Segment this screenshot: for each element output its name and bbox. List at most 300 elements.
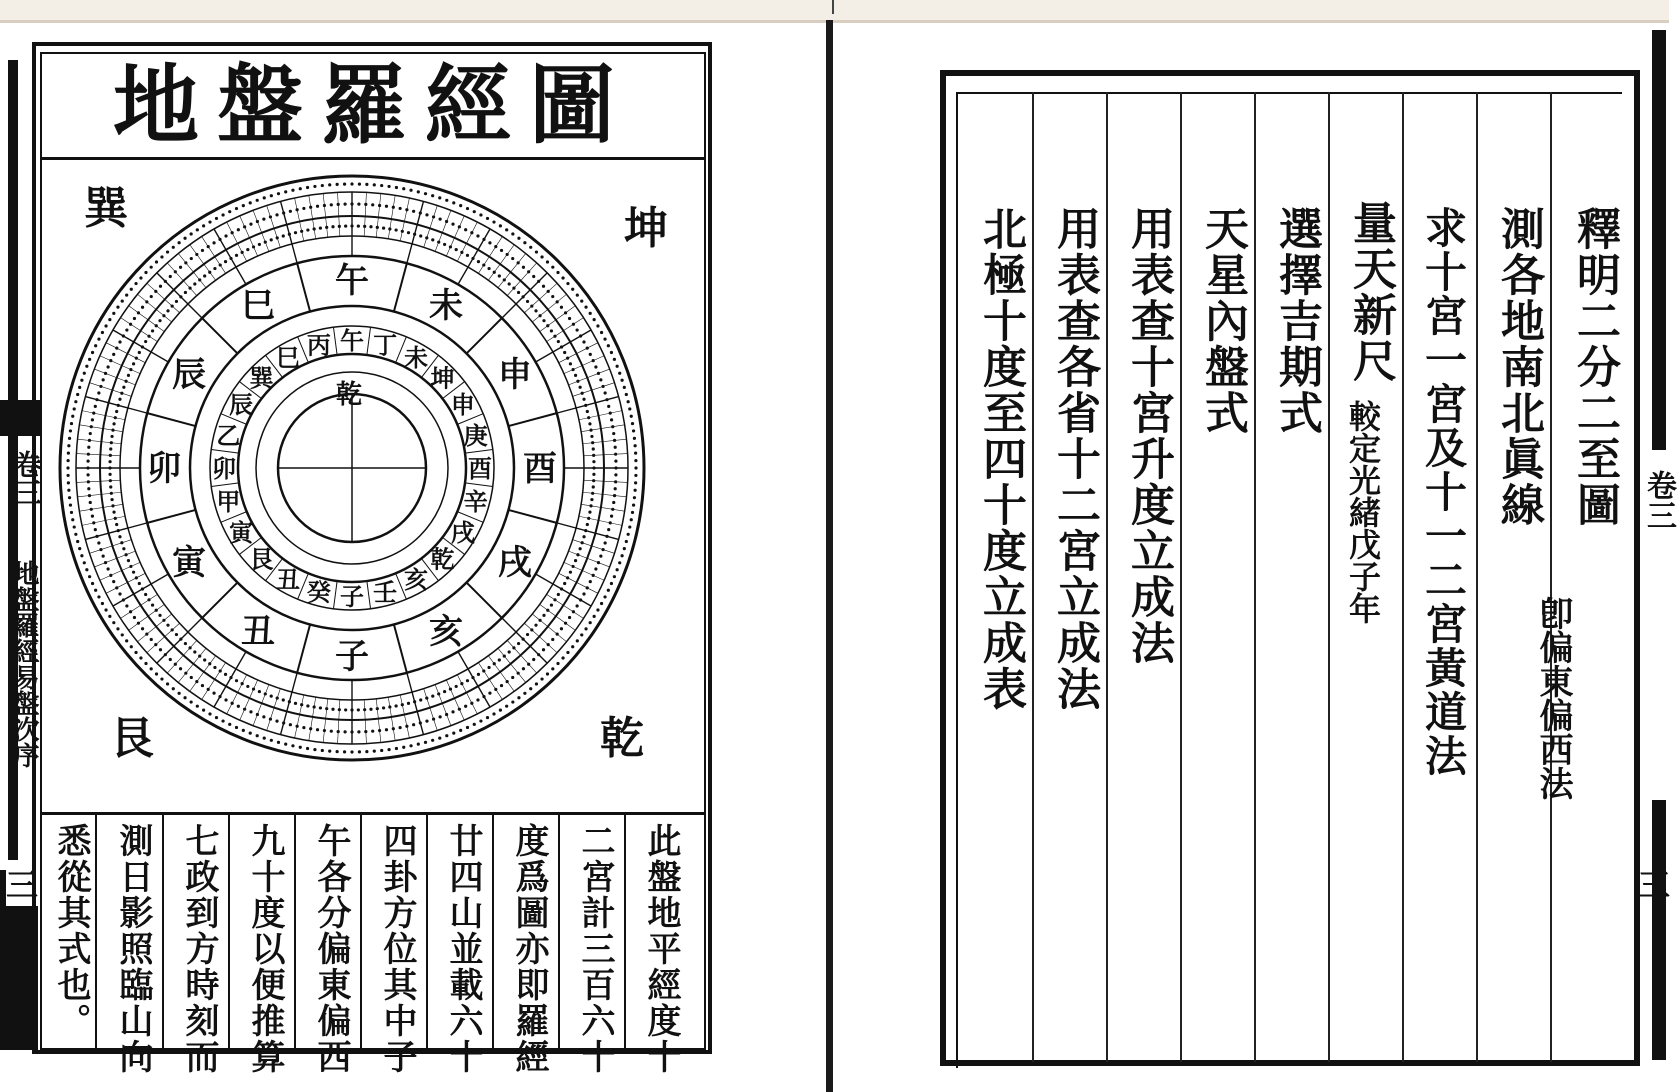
printed-glyph-mark <box>580 633 583 636</box>
diagram-notes <box>40 812 706 1075</box>
printed-glyph-mark <box>586 523 589 526</box>
printed-glyph-mark <box>417 190 420 193</box>
book-gutter <box>826 20 833 1092</box>
degree-tick <box>364 700 366 744</box>
printed-glyph-mark <box>179 638 182 641</box>
printed-glyph-mark <box>350 708 353 711</box>
printed-glyph-mark <box>219 669 222 672</box>
degree-tick <box>79 425 122 432</box>
printed-glyph-mark <box>87 487 90 490</box>
sector-divider <box>147 413 195 426</box>
mountain-label: 乾 <box>430 544 455 574</box>
printed-glyph-mark <box>179 295 182 298</box>
printed-glyph-mark <box>73 525 76 528</box>
degree-tick <box>400 695 409 738</box>
printed-glyph-mark <box>90 425 93 428</box>
printed-glyph-mark <box>586 347 589 350</box>
compass-diagram <box>44 162 704 804</box>
printed-glyph-mark <box>95 398 98 401</box>
printed-glyph-mark <box>517 237 520 240</box>
printed-glyph-mark <box>124 380 127 383</box>
printed-glyph-mark <box>108 473 111 476</box>
printed-glyph-mark <box>193 650 196 653</box>
printed-glyph-mark <box>88 358 91 361</box>
note-line-3: 度爲圖亦即羅經 <box>509 823 549 1075</box>
printed-glyph-mark <box>88 494 91 497</box>
printed-glyph-mark <box>542 285 545 288</box>
printed-glyph-mark <box>249 201 252 204</box>
printed-glyph-mark <box>127 374 130 377</box>
printed-glyph-mark <box>166 624 169 627</box>
printed-glyph-mark <box>385 728 388 731</box>
printed-glyph-mark <box>459 729 462 732</box>
note-rule <box>360 815 362 1053</box>
printed-glyph-mark <box>224 234 227 237</box>
mountain-label: 丙 <box>306 330 331 360</box>
degree-tick <box>536 330 591 362</box>
printed-glyph-mark <box>229 676 232 679</box>
printed-glyph-mark <box>616 568 619 571</box>
note-line-5: 四卦方位其中子 <box>377 823 417 1075</box>
printed-glyph-mark <box>208 220 211 223</box>
printed-glyph-mark <box>94 405 97 408</box>
printed-glyph-mark <box>392 727 395 730</box>
degree-tick <box>214 229 246 284</box>
printed-glyph-mark <box>603 595 606 598</box>
printed-glyph-mark <box>618 372 621 375</box>
printed-glyph-mark <box>589 580 592 583</box>
printed-glyph-mark <box>566 357 569 360</box>
printed-glyph-mark <box>500 249 503 252</box>
printed-glyph-mark <box>557 593 560 596</box>
printed-glyph-mark <box>574 374 577 377</box>
printed-glyph-mark <box>470 702 473 705</box>
printed-glyph-mark <box>175 300 178 303</box>
printed-glyph-mark <box>174 270 177 273</box>
mountain-label: 卯 <box>212 454 236 483</box>
printed-glyph-mark <box>592 479 595 482</box>
degree-tick <box>502 273 547 318</box>
printed-glyph-mark <box>387 748 390 751</box>
printed-glyph-mark <box>560 627 563 630</box>
printed-glyph-mark <box>141 345 144 348</box>
mountain-label: 巳 <box>276 343 300 373</box>
printed-glyph-mark <box>511 257 514 260</box>
degree-tick <box>502 618 547 663</box>
printed-glyph-mark <box>569 571 572 574</box>
printed-glyph-mark <box>589 504 592 507</box>
printed-glyph-mark <box>155 672 158 675</box>
printed-glyph-mark <box>458 708 461 711</box>
printed-glyph-mark <box>634 452 637 455</box>
degree-tick <box>157 273 202 318</box>
printed-glyph-mark <box>228 723 231 726</box>
degree-tick <box>323 194 328 238</box>
printed-glyph-mark <box>530 628 533 631</box>
branch-label: 寅 <box>172 543 207 583</box>
printed-glyph-mark <box>499 709 502 712</box>
printed-glyph-mark <box>121 299 124 302</box>
printed-glyph-mark <box>129 565 132 568</box>
printed-glyph-mark <box>373 183 376 186</box>
printed-glyph-mark <box>634 489 637 492</box>
branch-label: 酉 <box>523 449 557 489</box>
printed-glyph-mark <box>249 710 252 713</box>
printed-glyph-mark <box>343 182 346 185</box>
printed-glyph-mark <box>316 205 319 208</box>
printed-glyph-mark <box>289 723 292 726</box>
printed-glyph-mark <box>162 314 165 317</box>
corner-label-bottom-left: 艮 <box>110 713 154 764</box>
printed-glyph-mark <box>413 233 416 236</box>
mountain-label: 酉 <box>468 454 492 483</box>
printed-glyph-mark <box>263 737 266 740</box>
printed-glyph-mark <box>202 224 205 227</box>
printed-glyph-mark <box>493 271 496 274</box>
printed-glyph-mark <box>522 667 525 670</box>
printed-glyph-mark <box>114 517 117 520</box>
printed-glyph-mark <box>282 211 285 214</box>
branch-label: 子 <box>335 637 369 677</box>
printed-glyph-mark <box>479 213 482 216</box>
printed-glyph-mark <box>564 311 567 314</box>
printed-glyph-mark <box>611 508 614 511</box>
printed-glyph-mark <box>494 688 497 691</box>
branch-label: 申 <box>497 355 532 395</box>
printed-glyph-mark <box>607 405 610 408</box>
printed-glyph-mark <box>302 726 305 729</box>
mountain-divider <box>367 327 371 355</box>
printed-glyph-mark <box>300 230 303 233</box>
printed-glyph-mark <box>294 702 297 705</box>
printed-glyph-mark <box>443 690 446 693</box>
degree-tick <box>458 652 490 707</box>
printed-glyph-mark <box>269 215 272 218</box>
printed-glyph-mark <box>125 294 128 297</box>
printed-glyph-mark <box>431 238 434 241</box>
printed-glyph-mark <box>579 547 582 550</box>
printed-glyph-mark <box>357 730 360 733</box>
printed-glyph-mark <box>116 306 119 309</box>
sector-divider <box>508 413 556 426</box>
printed-glyph-mark <box>270 695 273 698</box>
diagram-title: 地盤羅經圖 <box>113 55 633 156</box>
printed-glyph-mark <box>102 555 105 558</box>
printed-glyph-mark <box>87 480 90 483</box>
degree-tick <box>400 198 409 241</box>
printed-glyph-mark <box>296 208 299 211</box>
printed-glyph-mark <box>563 351 566 354</box>
printed-glyph-mark <box>579 334 582 337</box>
sector-divider <box>508 510 556 523</box>
printed-glyph-mark <box>568 317 571 320</box>
printed-glyph-mark <box>150 667 153 670</box>
printed-glyph-mark <box>109 479 112 482</box>
printed-glyph-mark <box>299 187 302 190</box>
printed-glyph-mark <box>582 592 585 595</box>
mountain-label: 寅 <box>229 518 254 547</box>
printed-glyph-mark <box>138 351 141 354</box>
printed-glyph-mark <box>264 692 267 695</box>
printed-glyph-mark <box>561 276 564 279</box>
printed-glyph-mark <box>529 246 532 249</box>
mountain-label: 艮 <box>249 544 274 574</box>
printed-glyph-mark <box>109 454 112 457</box>
printed-glyph-mark <box>90 508 93 511</box>
printed-glyph-mark <box>451 710 454 713</box>
printed-glyph-mark <box>523 241 526 244</box>
printed-glyph-mark <box>109 574 112 577</box>
printed-glyph-mark <box>466 207 469 210</box>
printed-glyph-mark <box>499 224 502 227</box>
printed-glyph-mark <box>576 639 579 642</box>
printed-glyph-mark <box>144 340 147 343</box>
printed-glyph-mark <box>551 295 554 298</box>
printed-glyph-mark <box>67 444 70 447</box>
printed-glyph-mark <box>224 260 227 263</box>
printed-glyph-mark <box>160 255 163 258</box>
printed-glyph-mark <box>313 748 316 751</box>
right-margin-bar <box>1652 30 1666 450</box>
printed-glyph-mark <box>87 446 90 449</box>
printed-glyph-mark <box>88 575 91 578</box>
printed-glyph-mark <box>171 628 174 631</box>
printed-glyph-mark <box>546 260 549 263</box>
printed-glyph-mark <box>97 337 100 340</box>
degree-tick <box>295 695 304 738</box>
corner-label-top-left: 巽 <box>84 183 128 234</box>
printed-glyph-mark <box>337 203 340 206</box>
printed-glyph-mark <box>604 541 607 544</box>
printed-glyph-mark <box>275 720 278 723</box>
printed-glyph-mark <box>104 561 107 564</box>
printed-glyph-mark <box>634 459 637 462</box>
mountain-label: 辰 <box>229 390 254 419</box>
printed-glyph-mark <box>609 412 612 415</box>
printed-glyph-mark <box>402 746 405 749</box>
printed-glyph-mark <box>477 673 480 676</box>
printed-glyph-mark <box>599 378 602 381</box>
printed-glyph-mark <box>195 680 198 683</box>
printed-glyph-mark <box>178 241 181 244</box>
printed-glyph-mark <box>235 679 238 682</box>
printed-glyph-mark <box>85 568 88 571</box>
toc-entry-4-note: 較定光緒戊子年 <box>1344 400 1382 624</box>
printed-glyph-mark <box>252 687 255 690</box>
mountain-label: 戌 <box>450 518 475 547</box>
mountain-label: 坤 <box>430 363 455 393</box>
printed-glyph-mark <box>610 351 613 354</box>
printed-glyph-mark <box>556 662 559 665</box>
column-rule <box>1402 92 1404 1062</box>
printed-glyph-mark <box>208 271 211 274</box>
printed-glyph-mark <box>178 692 181 695</box>
degree-tick <box>338 192 340 236</box>
printed-glyph-mark <box>70 422 73 425</box>
printed-glyph-mark <box>592 466 595 469</box>
printed-glyph-mark <box>612 501 615 504</box>
printed-glyph-mark <box>477 260 480 263</box>
printed-glyph-mark <box>382 226 385 229</box>
printed-glyph-mark <box>387 185 390 188</box>
printed-glyph-mark <box>89 501 92 504</box>
printed-glyph-mark <box>556 633 559 636</box>
printed-glyph-mark <box>473 723 476 726</box>
printed-glyph-mark <box>412 210 415 213</box>
printed-glyph-mark <box>503 654 506 657</box>
toc-entry-3: 求十宮一宮及十一二宮黃道法 <box>1419 206 1468 778</box>
printed-glyph-mark <box>224 698 227 701</box>
mountain-label: 庚 <box>463 420 488 450</box>
printed-glyph-mark <box>438 737 441 740</box>
printed-glyph-mark <box>612 432 615 435</box>
printed-glyph-mark <box>371 730 374 733</box>
printed-glyph-mark <box>73 407 76 410</box>
printed-glyph-mark <box>183 696 186 699</box>
printed-glyph-mark <box>188 646 191 649</box>
printed-glyph-mark <box>88 439 91 442</box>
printed-glyph-mark <box>471 676 474 679</box>
printed-glyph-mark <box>235 254 238 257</box>
printed-glyph-mark <box>535 250 538 253</box>
printed-glyph-mark <box>401 703 404 706</box>
printed-glyph-mark <box>262 218 265 221</box>
printed-glyph-mark <box>166 250 169 253</box>
branch-label: 卯 <box>147 449 181 489</box>
printed-glyph-mark <box>388 227 391 230</box>
printed-glyph-mark <box>92 521 95 524</box>
printed-glyph-mark <box>302 207 305 210</box>
toc-entry-7: 用表查十宮升度立成法 <box>1123 206 1174 666</box>
printed-glyph-mark <box>592 485 595 488</box>
printed-glyph-mark <box>532 275 535 278</box>
printed-glyph-mark <box>505 705 508 708</box>
degree-tick <box>388 195 395 238</box>
printed-glyph-mark <box>607 589 610 592</box>
printed-glyph-mark <box>526 300 529 303</box>
printed-glyph-mark <box>445 734 448 737</box>
printed-glyph-mark <box>196 705 199 708</box>
printed-glyph-mark <box>630 518 633 521</box>
printed-glyph-mark <box>144 271 147 274</box>
printed-glyph-mark <box>455 248 458 251</box>
printed-glyph-mark <box>432 717 435 720</box>
printed-glyph-mark <box>471 257 474 260</box>
printed-glyph-mark <box>449 245 452 248</box>
printed-glyph-mark <box>517 291 520 294</box>
degree-tick <box>214 652 246 707</box>
printed-glyph-mark <box>270 194 273 197</box>
printed-glyph-mark <box>198 278 201 281</box>
printed-glyph-mark <box>109 447 112 450</box>
printed-glyph-mark <box>551 266 554 269</box>
printed-glyph-mark <box>117 529 120 532</box>
printed-glyph-mark <box>631 422 634 425</box>
printed-glyph-mark <box>437 240 440 243</box>
printed-glyph-mark <box>419 698 422 701</box>
note-rule <box>492 815 494 1053</box>
column-rule <box>1180 92 1182 1062</box>
printed-glyph-mark <box>74 533 77 536</box>
printed-glyph-mark <box>337 730 340 733</box>
printed-glyph-mark <box>458 225 461 228</box>
printed-glyph-mark <box>309 727 312 730</box>
right-margin-volume: 卷三 <box>1641 470 1676 530</box>
printed-glyph-mark <box>452 201 455 204</box>
printed-glyph-mark <box>592 447 595 450</box>
mountain-divider <box>465 449 493 453</box>
printed-glyph-mark <box>256 220 259 223</box>
printed-glyph-mark <box>144 662 147 665</box>
printed-glyph-mark <box>587 416 590 419</box>
printed-glyph-mark <box>413 700 416 703</box>
printed-glyph-mark <box>130 645 133 648</box>
column-rule <box>1254 92 1256 1062</box>
printed-glyph-mark <box>443 243 446 246</box>
toc-entry-2-note: 卽偏東偏西法 <box>1533 596 1573 800</box>
compass-center-label: 乾 <box>336 380 363 410</box>
printed-glyph-mark <box>621 379 624 382</box>
printed-glyph-mark <box>530 304 533 307</box>
degree-tick <box>309 697 316 740</box>
printed-glyph-mark <box>512 646 515 649</box>
printed-glyph-mark <box>431 739 434 742</box>
degree-tick <box>79 504 122 511</box>
printed-glyph-mark <box>492 712 495 715</box>
sector-divider <box>202 583 237 618</box>
printed-glyph-mark <box>85 365 88 368</box>
printed-glyph-mark <box>87 453 90 456</box>
printed-glyph-mark <box>601 385 604 388</box>
printed-glyph-mark <box>121 633 124 636</box>
printed-glyph-mark <box>466 679 469 682</box>
printed-glyph-mark <box>522 638 525 641</box>
degree-tick <box>458 229 490 284</box>
printed-glyph-mark <box>270 739 273 742</box>
printed-glyph-mark <box>526 633 529 636</box>
printed-glyph-mark <box>219 263 222 266</box>
printed-glyph-mark <box>71 518 74 521</box>
printed-glyph-mark <box>613 358 616 361</box>
printed-glyph-mark <box>243 225 246 228</box>
printed-glyph-mark <box>130 288 133 291</box>
note-rule <box>228 815 230 1053</box>
printed-glyph-mark <box>246 248 249 251</box>
printed-glyph-mark <box>252 245 255 248</box>
printed-glyph-mark <box>634 481 637 484</box>
printed-glyph-mark <box>106 365 109 368</box>
printed-glyph-mark <box>319 706 322 709</box>
printed-glyph-mark <box>306 228 309 231</box>
printed-glyph-mark <box>242 204 245 207</box>
printed-glyph-mark <box>492 220 495 223</box>
printed-glyph-mark <box>610 418 613 421</box>
printed-glyph-mark <box>184 672 187 675</box>
printed-glyph-mark <box>625 540 628 543</box>
printed-glyph-mark <box>154 290 157 293</box>
column-rule <box>1032 92 1034 1062</box>
printed-glyph-mark <box>83 372 86 375</box>
printed-glyph-mark <box>76 393 79 396</box>
printed-glyph-mark <box>546 609 549 612</box>
printed-glyph-mark <box>576 294 579 297</box>
corner-label-top-right: 坤 <box>624 203 668 254</box>
printed-glyph-mark <box>399 726 402 729</box>
printed-glyph-mark <box>151 603 154 606</box>
printed-glyph-mark <box>607 344 610 347</box>
printed-glyph-mark <box>291 744 294 747</box>
printed-glyph-mark <box>561 656 564 659</box>
